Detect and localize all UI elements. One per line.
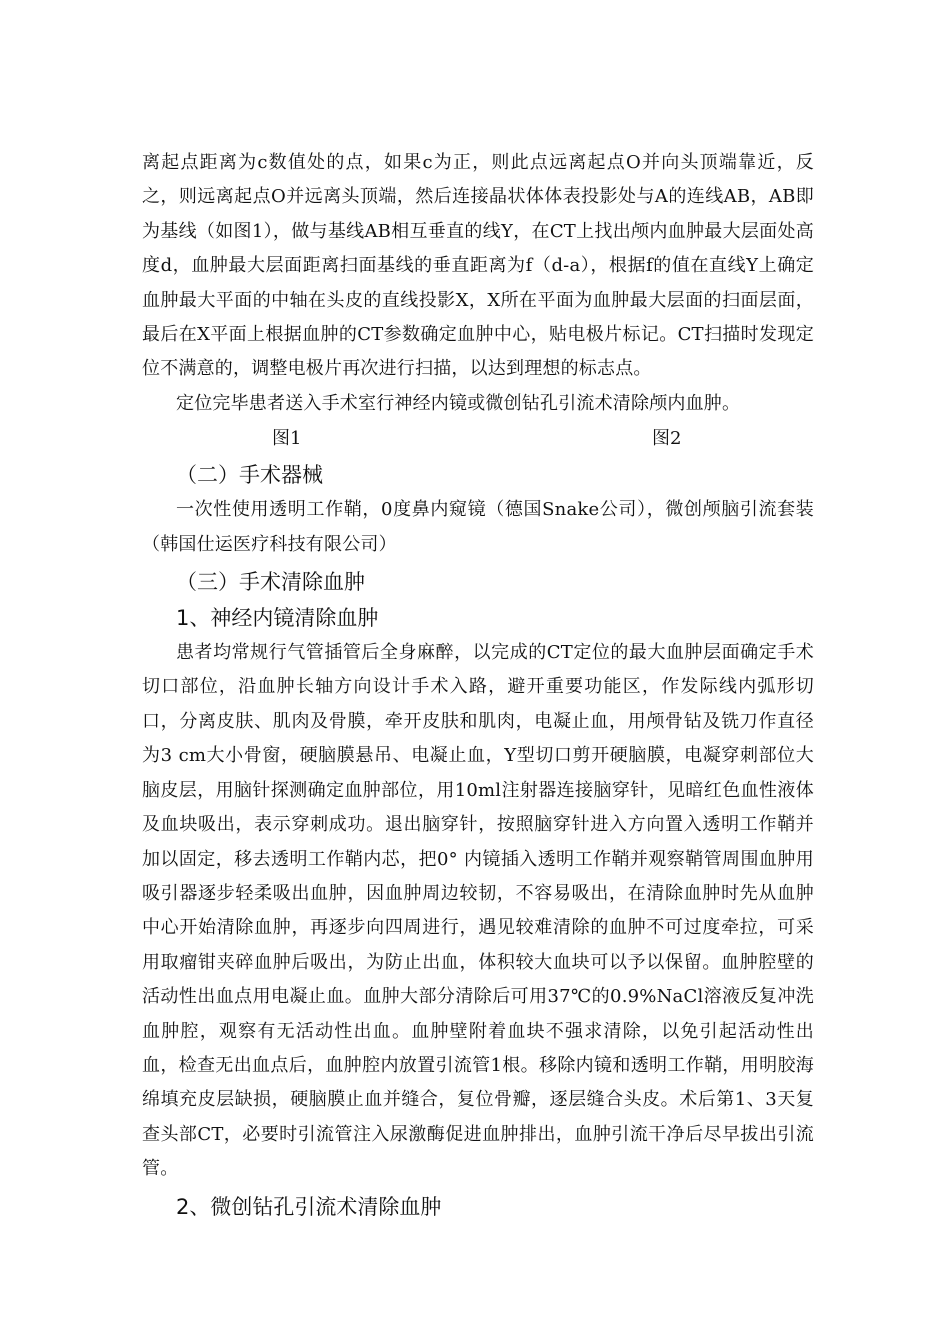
- paragraph-ct-localization: 离起点距离为c数值处的点，如果c为正，则此点远离起点O并向头顶端靠近，反之，则远离起点O并远离头顶端，然后连接晶状体体表投影处与A的连线AB，AB即为基线（如图1），做与基线AB相互垂直的线Y，在CT上找出颅内血肿最大层面处高度d，血肿最大层面距离扫面基线的垂直距离为f（d-a），根据f的值在直线Y上确定血肿最大平面的中轴在头皮的直线投影X，X所在平面为血肿最大层面的扫面层面，最后在X平面上根据血肿的CT参数确定血肿中心，贴电极片标记。CT扫描时发现定位不满意的，调整电极片再次进行扫描，以达到理想的标志点。: [142, 152, 814, 380]
- figure-1-caption: 图1: [272, 428, 302, 450]
- heading-hematoma-removal: （三）手术清除血肿: [176, 570, 365, 595]
- heading-surgical-instruments: （二）手术器械: [176, 463, 323, 488]
- heading-endoscopic-removal: 1、神经内镜清除血肿: [176, 606, 379, 631]
- document-body: [142, 146, 814, 1225]
- paragraph-transfer-to-or: 定位完毕患者送入手术室行神经内镜或微创钻孔引流术清除颅内血肿。: [176, 392, 741, 414]
- paragraph-instruments: 一次性使用透明工作鞘，0度鼻内窥镜（德国Snake公司），微创颅脑引流套装（韩国仕运医疗科技有限公司）: [142, 499, 814, 555]
- figure-captions: [142, 421, 814, 457]
- figure-2-caption: 图2: [652, 428, 682, 450]
- paragraph-endoscopic-procedure: 患者均常规行气管插管后全身麻醉，以完成的CT定位的最大血肿层面确定手术切口部位，沿血肿长轴方向设计手术入路，避开重要功能区，作发际线内弧形切口，分离皮肤、肌肉及骨膜，牵开皮肤和肌肉，电凝止血，用颅骨钻及铣刀作直径为3 cm大小骨窗，硬脑膜悬吊、电凝止血，Y型切口剪开硬脑膜，电凝穿刺部位大脑皮层，用脑针探测确定血肿部位，用10ml注射器连接脑穿针，见暗红色血性液体及血块吸出，表示穿刺成功。退出脑穿针，按照脑穿针进入方向置入透明工作鞘并加以固定，移去透明工作鞘内芯，把0° 内镜插入透明工作鞘并观察鞘管周围血肿用吸引器逐步轻柔吸出血肿，因血肿周边较韧，不容易吸出，在清除血肿时先从血肿中心开始清除血肿，再逐步向四周进行，遇见较难清除的血肿不可过度牵拉，可采用取瘤钳夹碎血肿后吸出，为防止出血，体积较大血块可以予以保留。血肿腔壁的活动性出血点用电凝止血。血肿大部分清除后可用37℃的0.9%NaCl溶液反复冲洗血肿腔，观察有无活动性出血。血肿壁附着血块不强求清除，以免引起活动性出血，检查无出血点后，血肿腔内放置引流管1根。移除内镜和透明工作鞘，用明胶海绵填充皮层缺损，硬脑膜止血并缝合，复位骨瓣，逐层缝合头皮。术后第1、3天复查头部CT，必要时引流管注入尿激酶促进血肿排出，血肿引流干净后尽早拔出引流管。: [142, 642, 814, 1180]
- heading-drilling-drainage: 2、微创钻孔引流术清除血肿: [176, 1194, 442, 1219]
